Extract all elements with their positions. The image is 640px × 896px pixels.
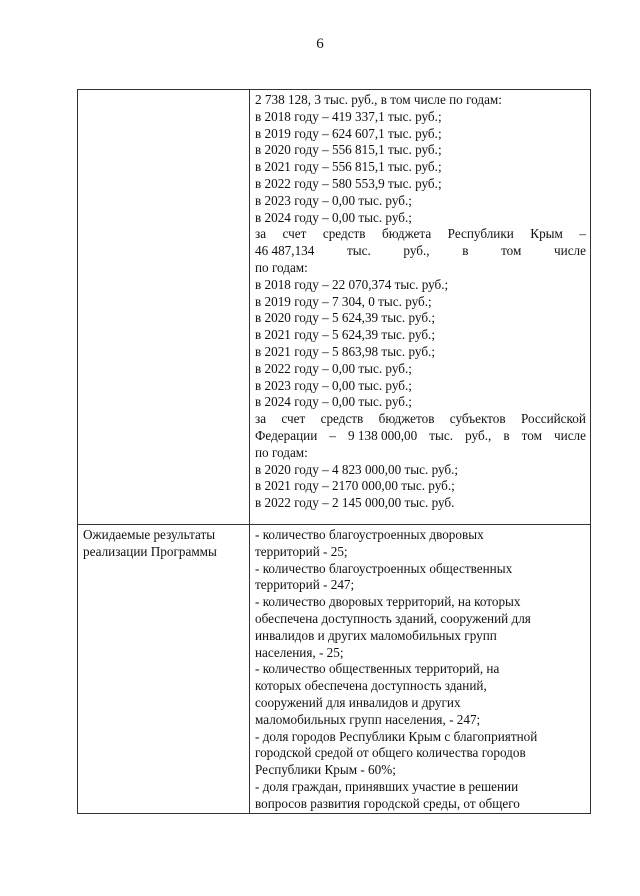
word: числе bbox=[554, 427, 586, 443]
word: 9 138 000,00 bbox=[348, 427, 418, 443]
expected-results-label-cell bbox=[78, 525, 250, 814]
financing-line: в 2019 году – 624 607,1 тыс. руб.; bbox=[255, 125, 442, 141]
word: в bbox=[462, 243, 469, 259]
word: Крым bbox=[530, 226, 563, 242]
word: за bbox=[255, 411, 267, 427]
financing-line: в 2023 году – 0,00 тыс. руб.; bbox=[255, 192, 412, 208]
financing-line: в 2018 году – 419 337,1 тыс. руб.; bbox=[255, 108, 442, 124]
financing-line: в 2019 году – 7 304, 0 тыс. руб.; bbox=[255, 293, 432, 309]
financing-line: в 2024 году – 0,00 тыс. руб.; bbox=[255, 394, 412, 410]
financing-value-cell bbox=[250, 90, 591, 525]
result-line: - количество дворовых территорий, на которых bbox=[255, 594, 521, 610]
word: Российской bbox=[520, 411, 586, 427]
financing-justified-line bbox=[255, 243, 586, 260]
result-line: инвалидов и других маломобильных групп bbox=[255, 627, 497, 643]
financing-justified-line bbox=[255, 428, 586, 445]
result-line: которых обеспечена доступность зданий, bbox=[255, 678, 487, 694]
word: тыс. bbox=[346, 243, 371, 259]
program-passport-table bbox=[77, 89, 591, 814]
financing-line: в 2021 году – 2170 000,00 тыс. руб.; bbox=[255, 478, 455, 494]
word: том bbox=[501, 243, 522, 259]
financing-line: по годам: bbox=[255, 444, 308, 460]
expected-results-label-line: Ожидаемые результаты bbox=[83, 527, 216, 542]
financing-line: в 2020 году – 556 815,1 тыс. руб.; bbox=[255, 142, 442, 158]
result-line: - доля граждан, принявших участие в решении bbox=[255, 778, 519, 794]
word: субъектов bbox=[449, 411, 506, 427]
word: бюджета bbox=[382, 226, 432, 242]
financing-line: 2 738 128, 3 тыс. руб., в том числе по годам: bbox=[255, 92, 502, 107]
page-number: 6 bbox=[316, 36, 324, 52]
word: руб., bbox=[465, 427, 492, 443]
result-line: - доля городов Республики Крым с благоприятной bbox=[255, 728, 538, 744]
expected-results-value-cell bbox=[250, 525, 591, 814]
result-line: вопросов развития городской среды, от общего bbox=[255, 795, 520, 811]
financing-line: в 2020 году – 5 624,39 тыс. руб.; bbox=[255, 310, 436, 326]
financing-line: в 2018 году – 22 070,374 тыс. руб.; bbox=[255, 276, 449, 292]
word: числе bbox=[554, 243, 586, 259]
result-line: обеспечена доступность зданий, сооружений для bbox=[255, 610, 531, 626]
table-row-expected-results bbox=[78, 525, 591, 814]
word: счет bbox=[281, 411, 306, 427]
expected-results-label-line: реализации Программы bbox=[83, 543, 217, 559]
result-line: Республики Крым - 60%; bbox=[255, 762, 396, 778]
result-line: сооружений для инвалидов и других bbox=[255, 694, 461, 710]
financing-line: в 2024 году – 0,00 тыс. руб.; bbox=[255, 209, 412, 225]
result-line: населения, - 25; bbox=[255, 644, 344, 660]
financing-line: по годам: bbox=[255, 259, 308, 275]
result-line: городской средой от общего количества городов bbox=[255, 745, 526, 761]
word: руб., bbox=[403, 243, 430, 259]
word: – bbox=[579, 226, 586, 242]
word: за bbox=[255, 226, 267, 242]
word: Федерации bbox=[255, 427, 318, 443]
word: средств bbox=[322, 226, 366, 242]
word: средств bbox=[320, 411, 364, 427]
financing-line: в 2020 году – 4 823 000,00 тыс. руб.; bbox=[255, 461, 459, 477]
financing-line: в 2021 году – 5 624,39 тыс. руб.; bbox=[255, 327, 436, 343]
financing-line: в 2022 году – 2 145 000,00 тыс. руб. bbox=[255, 495, 455, 511]
word: в bbox=[503, 427, 510, 443]
result-line: маломобильных групп населения, - 247; bbox=[255, 711, 481, 727]
financing-justified-line bbox=[255, 226, 586, 243]
financing-line: в 2021 году – 556 815,1 тыс. руб.; bbox=[255, 159, 442, 175]
financing-line: в 2022 году – 580 553,9 тыс. руб.; bbox=[255, 175, 442, 191]
word: – bbox=[329, 427, 336, 443]
word: тыс. bbox=[429, 427, 454, 443]
result-line: территорий - 247; bbox=[255, 577, 355, 593]
financing-justified-line bbox=[255, 411, 586, 428]
financing-line: в 2021 году – 5 863,98 тыс. руб.; bbox=[255, 343, 436, 359]
financing-line: в 2022 году – 0,00 тыс. руб.; bbox=[255, 360, 412, 376]
result-line: - количество благоустроенных общественных bbox=[255, 560, 513, 576]
word: Республики bbox=[447, 226, 514, 242]
word: 46 487,134 bbox=[255, 243, 315, 259]
result-line: - количество общественных территорий, на bbox=[255, 661, 500, 677]
word: счет bbox=[282, 226, 307, 242]
result-line: - количество благоустроенных дворовых bbox=[255, 527, 484, 542]
word: бюджетов bbox=[378, 411, 435, 427]
table-row-financing bbox=[78, 90, 591, 525]
result-line: территорий - 25; bbox=[255, 543, 348, 559]
word: том bbox=[521, 427, 542, 443]
financing-line: в 2023 году – 0,00 тыс. руб.; bbox=[255, 377, 412, 393]
financing-label-cell bbox=[78, 90, 250, 525]
